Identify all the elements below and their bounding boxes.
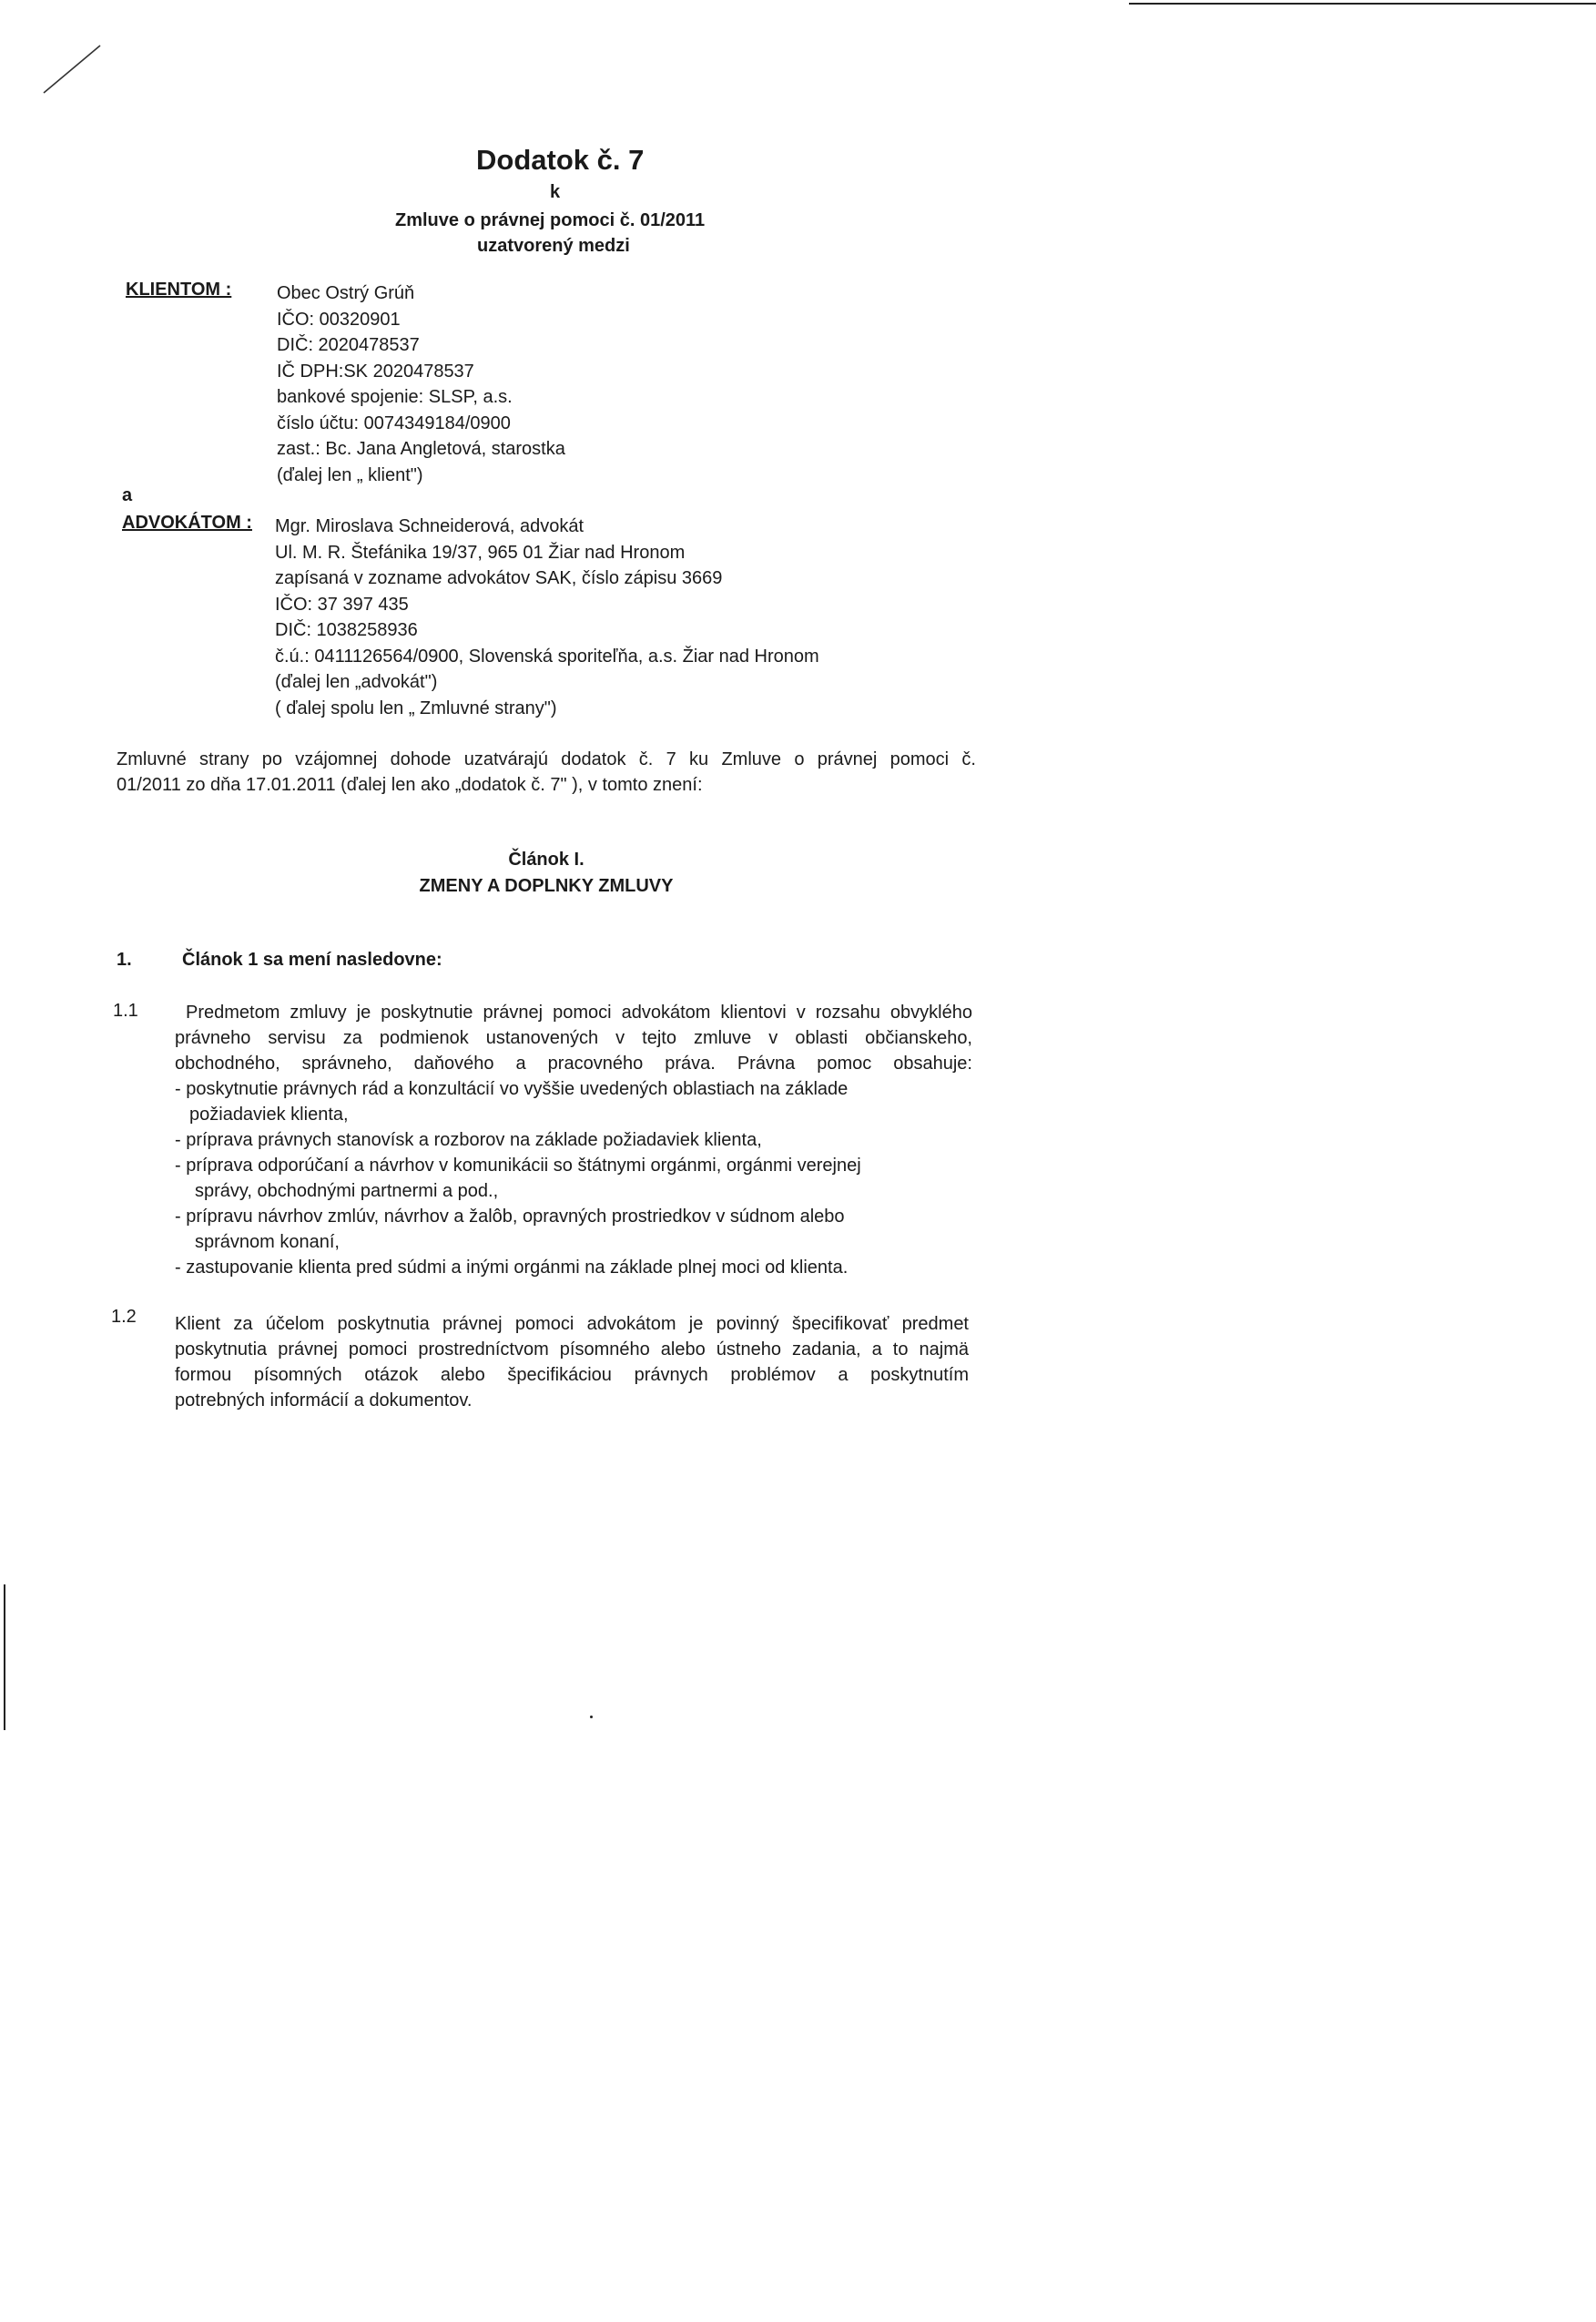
scan-edge-line-top xyxy=(1129,3,1596,5)
section-1-1-line: obchodného, správneho, daňového a pracovného práva. Právna pomoc obsahuje: xyxy=(175,1054,972,1074)
list-item xyxy=(175,1127,921,1153)
client-details xyxy=(277,280,565,488)
lawyer-line: DIČ: 1038258936 xyxy=(275,620,418,640)
section-1-2-body xyxy=(175,1311,969,1414)
intro-paragraph xyxy=(117,747,976,799)
lawyer-line: č.ú.: 0411126564/0900, Slovenská sporiteľňa, a.s. Žiar nad Hronom xyxy=(275,646,819,667)
lawyer-line: IČO: 37 397 435 xyxy=(275,594,409,615)
section-1-2-line: Klient za účelom poskytnutia právnej pomoci advokátom je povinný špecifikovať predmet xyxy=(175,1314,969,1334)
document-subtitle: Zmluve o právnej pomoci č. 01/2011 xyxy=(395,210,706,230)
scan-pen-stroke xyxy=(36,36,109,100)
section-1-heading: Článok 1 sa mení nasledovne: xyxy=(182,950,442,970)
list-item-continuation: požiadaviek klienta, xyxy=(189,1105,349,1125)
list-item-text: - zastupovanie klienta pred súdmi a inými orgánmi na základe plnej moci od klienta. xyxy=(175,1258,849,1278)
scan-speck xyxy=(590,1716,593,1718)
section-1-1-body xyxy=(175,1000,972,1280)
article-subtitle: ZMENY A DOPLNKY ZMLUVY xyxy=(419,875,674,896)
section-1-2-line: poskytnutia právnej pomoci prostredníctvom písomného alebo ústneho zadania, a to najmä xyxy=(175,1339,969,1360)
client-line: (ďalej len „ klient") xyxy=(277,464,423,485)
section-1-1-number: 1.1 xyxy=(113,1001,138,1021)
client-line: IČO: 00320901 xyxy=(277,309,401,330)
list-item xyxy=(175,1076,921,1127)
list-item xyxy=(175,1255,921,1280)
lawyer-line: Mgr. Miroslava Schneiderová, advokát xyxy=(275,516,585,536)
list-item-text: - príprava odporúčaní a návrhov v komunikácii so štátnymi orgánmi, orgánmi verejnej xyxy=(175,1156,861,1176)
document-title: Dodatok č. 7 xyxy=(476,144,645,176)
section-1-1-line: Predmetom zmluvy je poskytnutie právnej pomoci advokátom klientovi v rozsahu obvyklého xyxy=(186,1003,972,1023)
list-item-text: - prípravu návrhov zmlúv, návrhov a žalôb, opravných prostriedkov v súdnom alebo xyxy=(175,1207,845,1227)
article-heading xyxy=(0,847,1093,899)
intro-line: Zmluvné strany po vzájomnej dohode uzatvárajú dodatok č. 7 ku Zmluve o právnej pomoci č. xyxy=(117,749,976,769)
section-1-1-line: právneho servisu za podmienok ustanovených v tejto zmluve v oblasti občianskeho, xyxy=(175,1028,972,1048)
client-line: DIČ: 2020478537 xyxy=(277,335,420,355)
list-item-continuation: správy, obchodnými partnermi a pod., xyxy=(195,1181,499,1201)
lawyer-line: Ul. M. R. Štefánika 19/37, 965 01 Žiar nad Hronom xyxy=(275,542,686,563)
intro-line: 01/2011 zo dňa 17.01.2011 (ďalej len ako „dodatok č. 7" ), v tomto znení: xyxy=(117,775,703,795)
client-label: KLIENTOM : xyxy=(126,280,232,300)
lawyer-line: (ďalej len „advokát") xyxy=(275,672,438,692)
client-line: Obec Ostrý Grúň xyxy=(277,283,415,303)
service-list xyxy=(175,1076,921,1280)
document-concluded: uzatvorený medzi xyxy=(477,236,630,256)
lawyer-label: ADVOKÁTOM : xyxy=(122,513,252,533)
section-1-2-line: potrebných informácií a dokumentov. xyxy=(175,1390,473,1411)
client-line: bankové spojenie: SLSP, a.s. xyxy=(277,387,513,407)
client-line: IČ DPH:SK 2020478537 xyxy=(277,361,474,382)
client-line: číslo účtu: 0074349184/0900 xyxy=(277,412,511,433)
list-item xyxy=(175,1153,921,1204)
list-item-text: - príprava právnych stanovísk a rozborov na základe požiadaviek klienta, xyxy=(175,1130,762,1150)
lawyer-details xyxy=(275,514,819,721)
list-item xyxy=(175,1204,921,1255)
lawyer-line: zapísaná v zozname advokátov SAK, číslo zápisu 3669 xyxy=(275,568,723,588)
section-1-number: 1. xyxy=(117,950,132,970)
client-line: zast.: Bc. Jana Angletová, starostka xyxy=(277,439,565,459)
scan-edge-line-left xyxy=(4,1584,5,1730)
document-title-k: k xyxy=(550,182,561,202)
list-item-text: - poskytnutie právnych rád a konzultácií vo vyššie uvedených oblastiach na základe xyxy=(175,1079,849,1099)
list-item-continuation: správnom konaní, xyxy=(195,1232,340,1252)
article-title: Článok I. xyxy=(508,850,585,870)
section-1-2-line: formou písomných otázok alebo špecifikáciou právnych problémov a poskytnutím xyxy=(175,1365,969,1385)
and-word: a xyxy=(122,485,133,505)
section-1-2-number: 1.2 xyxy=(111,1307,137,1327)
lawyer-line: ( ďalej spolu len „ Zmluvné strany") xyxy=(275,698,557,718)
